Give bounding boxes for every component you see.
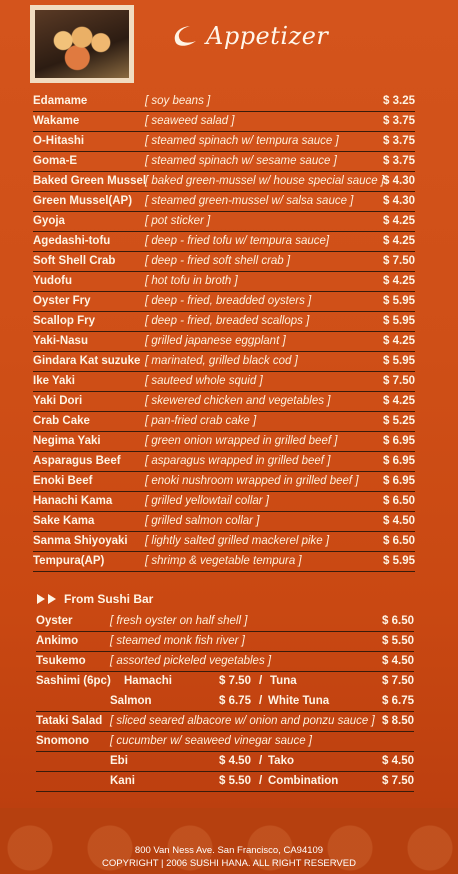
item-name: O-Hitashi [33,135,85,147]
item-name: Crab Cake [33,415,90,427]
item-desc: [ assorted pickeled vegetables ] [110,655,272,667]
item-name: Ike Yaki [33,375,75,387]
item-price: $ 4.25 [383,235,415,247]
item-desc: [ deep - fried tofu w/ tempura sauce] [145,235,330,247]
item-desc: [ grilled salmon collar ] [145,515,260,527]
item-name: Tempura(AP) [33,555,105,567]
item-price: $ 4.25 [383,215,415,227]
item-price: $ 3.75 [383,115,415,127]
separator: / [259,695,263,707]
sushi-bar-heading [36,592,153,606]
sashimi-item-name: Hamachi [124,675,172,687]
food-photo [35,10,129,78]
menu-item-row [33,512,415,532]
menu-item-row [33,232,415,252]
item-desc: [ grilled japanese eggplant ] [145,335,286,347]
item-desc: [ fresh oyster on half shell ] [110,615,248,627]
item-name: Asparagus Beef [33,455,121,467]
option-price: $ 4.50 [219,755,251,767]
menu-item-row [33,452,415,472]
item-name: Snomono [36,735,90,747]
menu-item-row [33,272,415,292]
option-name: Kani [110,775,135,787]
item-name: Yudofu [33,275,72,287]
separator: / [259,675,263,687]
item-name: Baked Green Mussel [33,175,147,187]
option-name: Tako [268,755,294,767]
item-name: Enoki Beef [33,475,93,487]
menu-item-row [33,172,415,192]
item-desc: [ shrimp & vegetable tempura ] [145,555,302,567]
sushi-item-row [36,652,414,672]
item-price: $ 4.25 [383,395,415,407]
item-desc: [ hot tofu in broth ] [145,275,238,287]
footer [0,844,458,870]
menu-item-row [33,492,415,512]
snomono-option-row-2 [36,772,414,792]
sashimi-item-price: $ 6.75 [382,695,414,707]
item-price: $ 6.50 [383,535,415,547]
menu-item-row [33,432,415,452]
item-name: Goma-E [33,155,78,167]
item-price: $ 5.95 [383,315,415,327]
menu-item-row [33,112,415,132]
item-desc: [ enoki nushroom wrapped in grilled beef ] [145,475,359,487]
snomono-row [36,732,414,752]
item-desc: [ lightly salted grilled mackerel pike ] [145,535,330,547]
swoosh-icon [170,23,198,49]
option-name: Ebi [110,755,128,767]
item-price: $ 6.50 [383,495,415,507]
menu-item-row [33,212,415,232]
appetizer-photo-frame [30,5,134,83]
sashimi-item-name: Tuna [270,675,297,687]
item-name: Gyoja [33,215,65,227]
sushi-bar-heading-label: From Sushi Bar [64,592,154,606]
menu-item-row [33,472,415,492]
item-price: $ 3.75 [383,155,415,167]
item-price: $ 6.95 [383,475,415,487]
sushi-item-row [36,632,414,652]
menu-item-row [33,132,415,152]
sashimi-row-1 [36,672,414,692]
separator: / [259,755,263,767]
item-name: Green Mussel(AP) [33,195,133,207]
option-name: Combination [268,775,339,787]
item-price: $ 4.25 [383,335,415,347]
item-price: $ 5.95 [383,295,415,307]
item-price: $ 5.25 [383,415,415,427]
sashimi-item-name: Salmon [110,695,152,707]
footer-copyright: COPYRIGHT | 2006 SUSHI HANA. ALL RIGHT RESERVED [102,858,356,869]
item-name: Tataki Salad [36,715,103,727]
item-name: Yaki-Nasu [33,335,88,347]
item-name: Ankimo [36,635,79,647]
double-arrow-icon [36,593,58,605]
item-price: $ 4.50 [383,515,415,527]
item-desc: [ steamed spinach w/ sesame sauce ] [145,155,337,167]
item-desc: [ asparagus wrapped in grilled beef ] [145,455,331,467]
page-title: Appetizer [206,22,329,50]
sashimi-label: Sashimi (6pc) [36,675,111,687]
item-price: $ 4.30 [383,175,415,187]
item-name: Oyster Fry [33,295,91,307]
item-name: Yaki Dori [33,395,83,407]
item-desc: [ baked green-mussel w/ house special sauce ] [145,175,385,187]
sushi-item-row [36,612,414,632]
menu-item-row [33,352,415,372]
item-desc: [ deep - fried soft shell crab ] [145,255,291,267]
tataki-row [36,712,414,732]
item-name: Sanma Shiyoyaki [33,535,128,547]
menu-item-row [33,192,415,212]
item-price: $ 6.50 [382,615,414,627]
item-desc: [ steamed green-mussel w/ salsa sauce ] [145,195,354,207]
menu-item-row [33,312,415,332]
item-desc: [ sliced seared albacore w/ onion and ponzu sauce ] [110,715,375,727]
item-desc: [ green onion wrapped in grilled beef ] [145,435,338,447]
menu-item-row [33,252,415,272]
item-price: $ 5.95 [383,355,415,367]
item-price: $ 4.25 [383,275,415,287]
item-name: Gindara Kat suzuke [33,355,141,367]
separator: / [259,775,263,787]
item-desc: [ grilled yellowtail collar ] [145,495,269,507]
item-desc: [ steamed monk fish river ] [110,635,245,647]
menu-item-row [33,152,415,172]
item-desc: [ seaweed salad ] [145,115,235,127]
item-desc: [ steamed spinach w/ tempura sauce ] [145,135,339,147]
item-price: $ 5.95 [383,555,415,567]
item-price: $ 4.30 [383,195,415,207]
item-name: Oyster [36,615,73,627]
item-price: $ 4.50 [382,655,414,667]
item-desc: [ soy beans ] [145,95,211,107]
item-desc: [ sauteed whole squid ] [145,375,263,387]
menu-item-row [33,412,415,432]
item-name: Soft Shell Crab [33,255,116,267]
item-desc: [ skewered chicken and vegetables ] [145,395,331,407]
menu-item-row [33,552,415,572]
sashimi-item-price: $ 7.50 [219,675,251,687]
menu-item-row [33,92,415,112]
item-desc: [ deep - fried, breaded scallops ] [145,315,310,327]
menu-item-row [33,392,415,412]
item-price: $ 7.50 [383,255,415,267]
menu-item-row [33,332,415,352]
item-name: Wakame [33,115,80,127]
option-price: $ 5.50 [219,775,251,787]
item-name: Agedashi-tofu [33,235,111,247]
option-price: $ 7.50 [382,775,414,787]
item-desc: [ marinated, grilled black cod ] [145,355,298,367]
item-desc: [ deep - fried, breadded oysters ] [145,295,312,307]
item-desc: [ cucumber w/ seaweed vinegar sauce ] [110,735,312,747]
menu-item-row [33,372,415,392]
item-price: $ 3.75 [383,135,415,147]
item-price: $ 3.25 [383,95,415,107]
sashimi-item-name: White Tuna [268,695,330,707]
item-name: Hanachi Kama [33,495,113,507]
sashimi-item-price: $ 7.50 [382,675,414,687]
item-name: Scallop Fry [33,315,95,327]
item-desc: [ pan-fried crab cake ] [145,415,257,427]
footer-address: 800 Van Ness Ave. San Francisco, CA94109 [134,845,324,856]
item-price: $ 5.50 [382,635,414,647]
item-price: $ 7.50 [383,375,415,387]
snomono-option-row-1 [36,752,414,772]
option-price: $ 4.50 [382,755,414,767]
item-price: $ 6.95 [383,435,415,447]
menu-item-row [33,292,415,312]
item-name: Negima Yaki [33,435,101,447]
item-name: Sake Kama [33,515,95,527]
menu-item-row [33,532,415,552]
item-desc: [ pot sticker ] [145,215,211,227]
item-price: $ 6.95 [383,455,415,467]
sashimi-row-2 [36,692,414,712]
item-name: Edamame [33,95,88,107]
item-price: $ 8.50 [382,715,414,727]
item-name: Tsukemo [36,655,86,667]
sashimi-item-price: $ 6.75 [219,695,251,707]
section-title [170,22,328,50]
